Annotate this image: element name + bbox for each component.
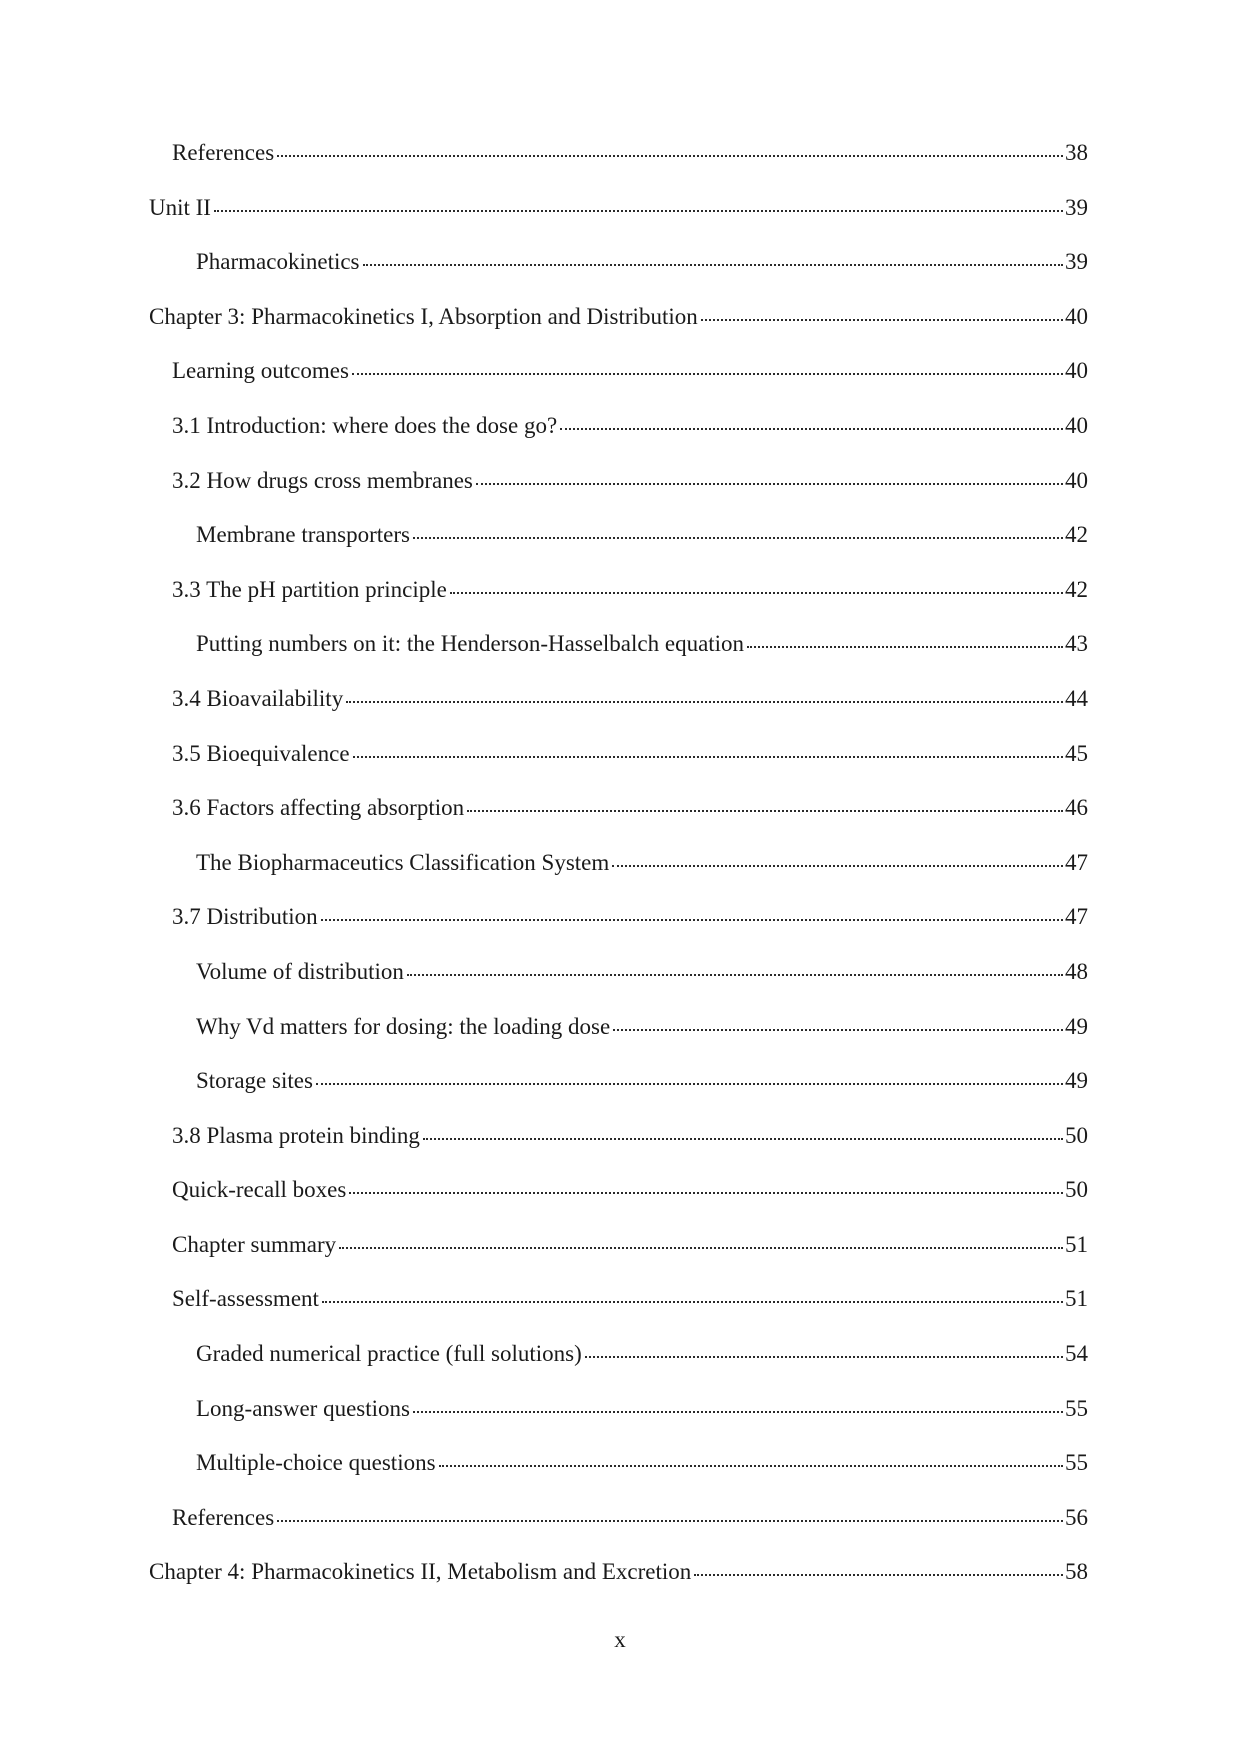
toc-entry[interactable] [0, 740, 1240, 795]
dot-leader [585, 1356, 1063, 1358]
toc-entry-page: 51 [1065, 1286, 1088, 1312]
toc-entry-title: 3.7 Distribution [172, 904, 318, 930]
dot-leader [701, 319, 1063, 321]
dot-leader [694, 1574, 1063, 1576]
dot-leader [450, 592, 1063, 594]
toc-entry-title: Putting numbers on it: the Henderson-Hasselbalch equation [196, 631, 745, 657]
table-of-contents [0, 139, 1240, 1613]
toc-entry-page: 39 [1065, 249, 1088, 275]
toc-entry[interactable] [0, 357, 1240, 412]
dot-leader [439, 1465, 1063, 1467]
toc-entry-title: 3.2 How drugs cross membranes [172, 467, 473, 493]
toc-entry-page: 40 [1065, 412, 1088, 438]
toc-entry-page: 51 [1065, 1231, 1088, 1257]
toc-entry[interactable] [0, 1013, 1240, 1068]
dot-leader [349, 1192, 1063, 1194]
toc-entry-title: References [172, 140, 275, 165]
dot-leader [316, 1083, 1063, 1085]
dot-leader [407, 974, 1063, 976]
toc-entry-title: 3.8 Plasma protein binding [172, 1122, 420, 1148]
toc-entry[interactable] [0, 194, 1240, 249]
toc-entry[interactable] [0, 1340, 1240, 1395]
toc-entry[interactable] [0, 1285, 1240, 1340]
toc-entry-page: 39 [1065, 194, 1088, 220]
toc-entry[interactable] [0, 248, 1240, 303]
toc-entry-title: Graded numerical practice (full solutions) [196, 1341, 582, 1367]
dot-leader [612, 865, 1063, 867]
toc-entry-title: Unit II [149, 194, 211, 220]
toc-entry[interactable] [0, 303, 1240, 358]
toc-entry-page: 55 [1065, 1450, 1088, 1476]
toc-entry[interactable] [0, 794, 1240, 849]
dot-leader [353, 756, 1063, 758]
toc-entry-page: 56 [1065, 1504, 1088, 1530]
toc-entry-title: Why Vd matters for dosing: the loading dose [196, 1013, 611, 1039]
toc-entry-title: The Biopharmaceutics Classification System [196, 849, 610, 875]
dot-leader [322, 1301, 1063, 1303]
dot-leader [352, 373, 1063, 375]
toc-entry[interactable] [0, 1449, 1240, 1504]
toc-entry[interactable] [0, 1122, 1240, 1177]
toc-entry-page: 42 [1065, 522, 1088, 548]
dot-leader [346, 701, 1063, 703]
toc-entry-page: 47 [1065, 849, 1088, 875]
toc-entry-title: 3.1 Introduction: where does the dose go? [172, 412, 558, 438]
toc-entry-page: 44 [1065, 685, 1088, 711]
toc-entry-title: Learning outcomes [172, 358, 349, 384]
toc-entry[interactable] [0, 1504, 1240, 1559]
toc-entry[interactable] [0, 576, 1240, 631]
toc-entry-title: 3.5 Bioequivalence [172, 740, 350, 766]
dot-leader [277, 1520, 1063, 1522]
toc-entry-title: Storage sites [196, 1068, 313, 1094]
dot-leader [467, 810, 1063, 812]
toc-entry-title: Quick-recall boxes [172, 1177, 347, 1203]
toc-entry[interactable] [0, 685, 1240, 740]
toc-entry-title: 3.6 Factors affecting absorption [172, 795, 465, 821]
toc-entry[interactable] [0, 1176, 1240, 1231]
toc-entry[interactable] [0, 903, 1240, 958]
toc-entry-title: Chapter 3: Pharmacokinetics I, Absorption and Distribution [149, 303, 698, 329]
toc-entry[interactable] [0, 630, 1240, 685]
toc-entry-page: 42 [1065, 576, 1088, 602]
dot-leader [321, 919, 1063, 921]
toc-entry[interactable] [0, 1067, 1240, 1122]
toc-entry-page: 48 [1065, 958, 1088, 984]
toc-entry[interactable] [0, 1395, 1240, 1450]
dot-leader [339, 1247, 1063, 1249]
toc-entry-title: Chapter 4: Pharmacokinetics II, Metabolism and Excretion [149, 1559, 692, 1585]
toc-entry-title: Membrane transporters [196, 522, 410, 548]
toc-entry-page: 46 [1065, 795, 1088, 821]
toc-entry-title: 3.3 The pH partition principle [172, 576, 447, 602]
dot-leader [277, 155, 1063, 157]
toc-entry-page: 58 [1065, 1559, 1088, 1585]
toc-entry-page: 54 [1065, 1341, 1088, 1367]
toc-entry-page: 47 [1065, 904, 1088, 930]
toc-entry[interactable] [0, 412, 1240, 467]
toc-entry-title: 3.4 Bioavailability [172, 685, 344, 711]
dot-leader [747, 646, 1063, 648]
page-number: x [614, 1627, 626, 1652]
toc-entry-page: 40 [1065, 303, 1088, 329]
toc-entry[interactable] [0, 1558, 1240, 1613]
toc-entry-page: 55 [1065, 1395, 1088, 1421]
toc-entry-title: Self-assessment [172, 1286, 319, 1312]
toc-entry[interactable] [0, 958, 1240, 1013]
dot-leader [363, 264, 1063, 266]
toc-entry-title: Multiple-choice questions [196, 1450, 436, 1476]
toc-entry-page: 45 [1065, 740, 1088, 766]
toc-entry[interactable] [0, 467, 1240, 522]
dot-leader [560, 428, 1063, 430]
toc-entry-title: Chapter summary [172, 1231, 337, 1257]
dot-leader [423, 1138, 1063, 1140]
toc-entry[interactable] [0, 849, 1240, 904]
toc-entry-page: 50 [1065, 1177, 1088, 1203]
toc-entry-title: Long-answer questions [196, 1395, 410, 1421]
toc-entry[interactable] [0, 521, 1240, 576]
toc-entry-page: 40 [1065, 467, 1088, 493]
dot-leader [214, 210, 1063, 212]
toc-entry-page: 49 [1065, 1013, 1088, 1039]
toc-entry[interactable] [0, 139, 1240, 194]
toc-entry-title: Volume of distribution [196, 958, 404, 984]
dot-leader [413, 537, 1063, 539]
toc-entry-page: 38 [1065, 140, 1088, 165]
toc-entry-title: References [172, 1504, 275, 1530]
dot-leader [413, 1411, 1063, 1413]
toc-entry-page: 43 [1065, 631, 1088, 657]
dot-leader [476, 483, 1063, 485]
toc-entry-page: 49 [1065, 1068, 1088, 1094]
toc-entry-page: 40 [1065, 358, 1088, 384]
toc-entry-page: 50 [1065, 1122, 1088, 1148]
toc-entry-title: Pharmacokinetics [196, 249, 360, 275]
dot-leader [613, 1029, 1063, 1031]
toc-entry[interactable] [0, 1231, 1240, 1286]
